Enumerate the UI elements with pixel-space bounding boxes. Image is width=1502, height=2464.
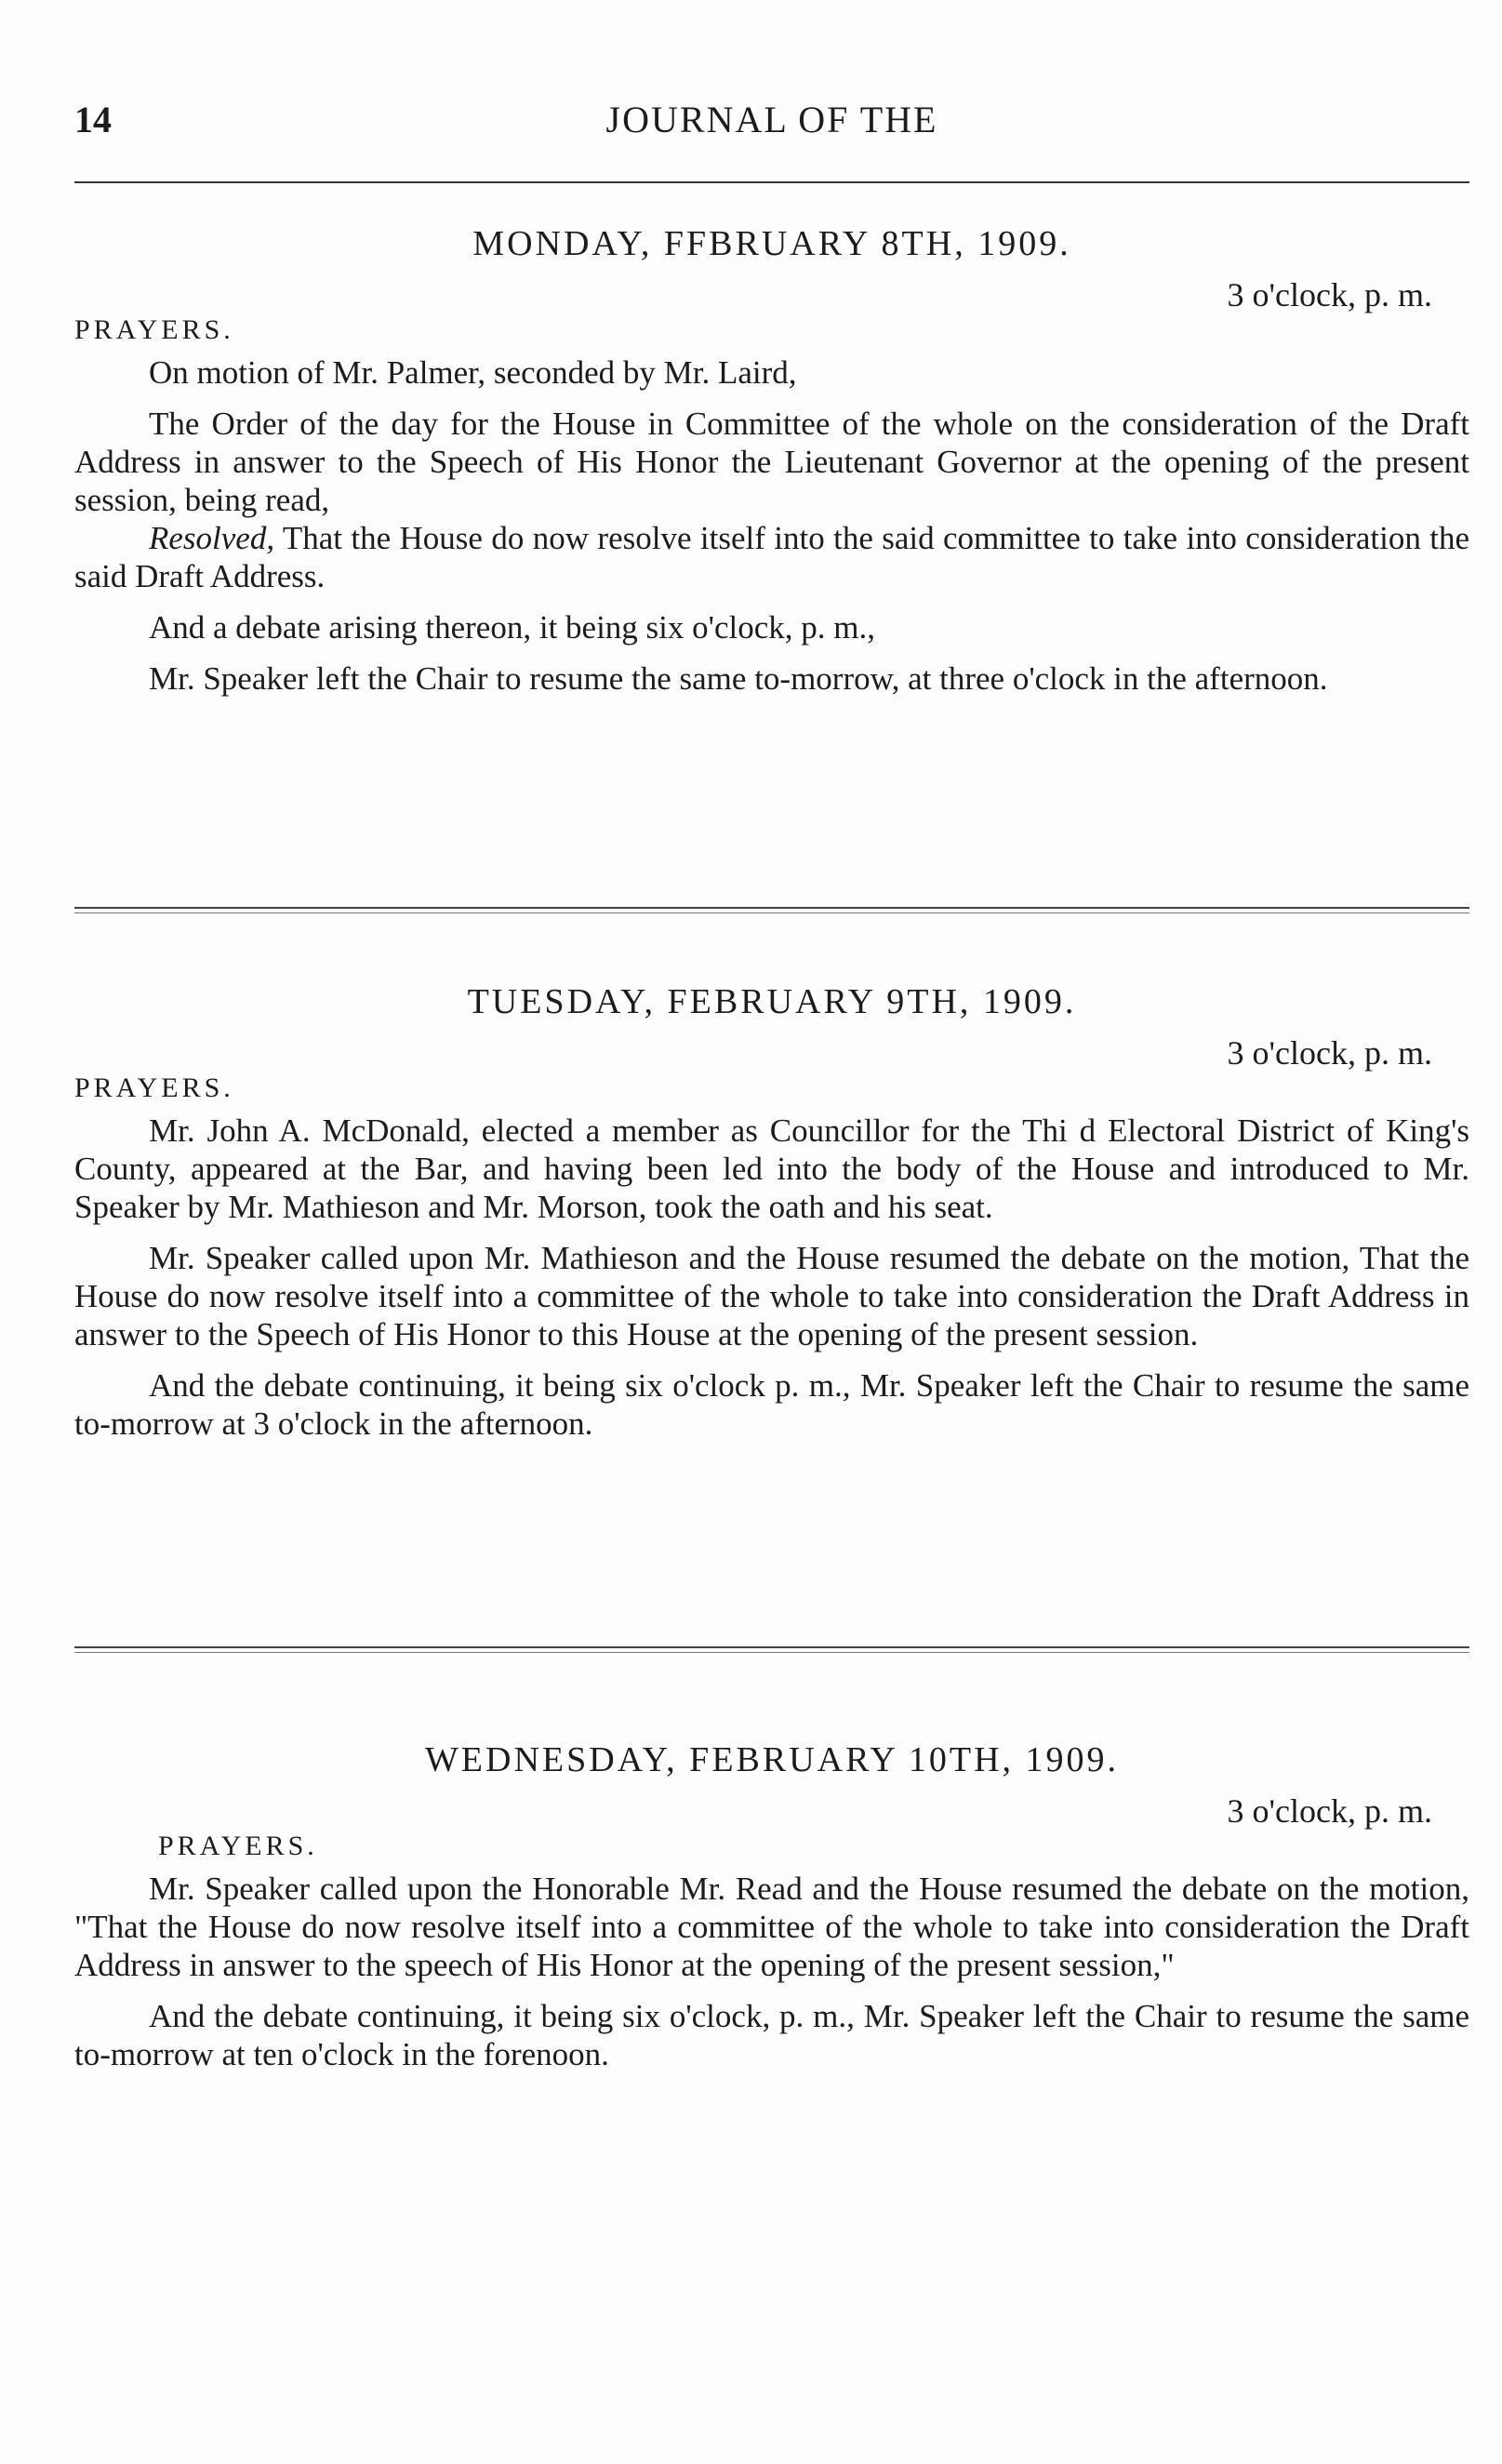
- entry-tuesday: [74, 981, 1469, 1443]
- section-divider: [74, 1646, 1469, 1653]
- entry-date: TUESDAY, FEBRUARY 9TH, 1909.: [467, 982, 1077, 1021]
- prayers-heading: PRAYERS.: [74, 1072, 234, 1103]
- entry-time: 3 o'clock, p. m.: [1227, 276, 1432, 313]
- paragraph: And the debate continuing, it being six o'clock, p. m., Mr. Speaker left the Chair to resume the same to-morrow at ten o'clock in the forenoon.: [74, 1998, 1469, 2072]
- page-number: 14: [74, 99, 112, 140]
- entry-monday: [74, 223, 1469, 698]
- entry-date: WEDNESDAY, FEBRUARY 10TH, 1909.: [424, 1740, 1120, 1779]
- resolved-paragraph: [74, 519, 1469, 595]
- resolved-text: That the House do now resolve itself into the said committee to take into consideration the said Draft Address.: [74, 520, 1469, 594]
- paragraph: Mr. Speaker called upon the Honorable Mr. Read and the House resumed the debate on the motion, "That the House do now resolve itself into a committee of the whole to take into consideration the Draft Address in answer to the speech of His Honor at the opening of the present session,": [74, 1871, 1469, 1983]
- section-divider: [74, 907, 1469, 913]
- running-head: [74, 98, 1469, 153]
- paragraph: On motion of Mr. Palmer, seconded by Mr. Laird,: [149, 354, 797, 391]
- paragraph: And a debate arising thereon, it being six o'clock, p. m.,: [149, 609, 875, 646]
- entry-date: MONDAY, FFBRUARY 8TH, 1909.: [472, 224, 1071, 263]
- header-rule: [74, 181, 1469, 183]
- prayers-heading: PRAYERS.: [74, 314, 234, 345]
- paragraph: And the debate continuing, it being six o'clock p. m., Mr. Speaker left the Chair to resume the same to-morrow at 3 o'clock in the afternoon.: [74, 1367, 1469, 1442]
- paragraph: The Order of the day for the House in Committee of the whole on the consideration of the Draft Address in answer to the Speech of His Honor the Lieutenant Governor at the opening of the present session, being read,: [74, 406, 1469, 518]
- journal-title: JOURNAL OF THE: [605, 99, 938, 140]
- journal-page: [74, 0, 1469, 2464]
- paragraph: Mr. Speaker called upon Mr. Mathieson and the House resumed the debate on the motion, That the House do now resolve itself into a committee of the whole to take into consideration the Draft Address in answer to the Speech of His Honor to this House at the opening of the present session.: [74, 1240, 1469, 1352]
- entry-wednesday: [74, 1739, 1469, 2073]
- prayers-heading: PRAYERS.: [158, 1831, 318, 1861]
- paragraph: Mr. Speaker left the Chair to resume the same to-morrow, at three o'clock in the afternoon.: [149, 660, 1328, 697]
- entry-time: 3 o'clock, p. m.: [1227, 1034, 1432, 1072]
- resolved-label: Resolved,: [149, 520, 275, 556]
- entry-time: 3 o'clock, p. m.: [1227, 1792, 1432, 1830]
- paragraph: Mr. John A. McDonald, elected a member as Councillor for the Thi d Electoral District of King's County, appeared at the Bar, and having been led into the body of the House and introduced to Mr. Speaker by Mr. Mathieson and Mr. Morson, took the oath and his seat.: [74, 1112, 1469, 1225]
